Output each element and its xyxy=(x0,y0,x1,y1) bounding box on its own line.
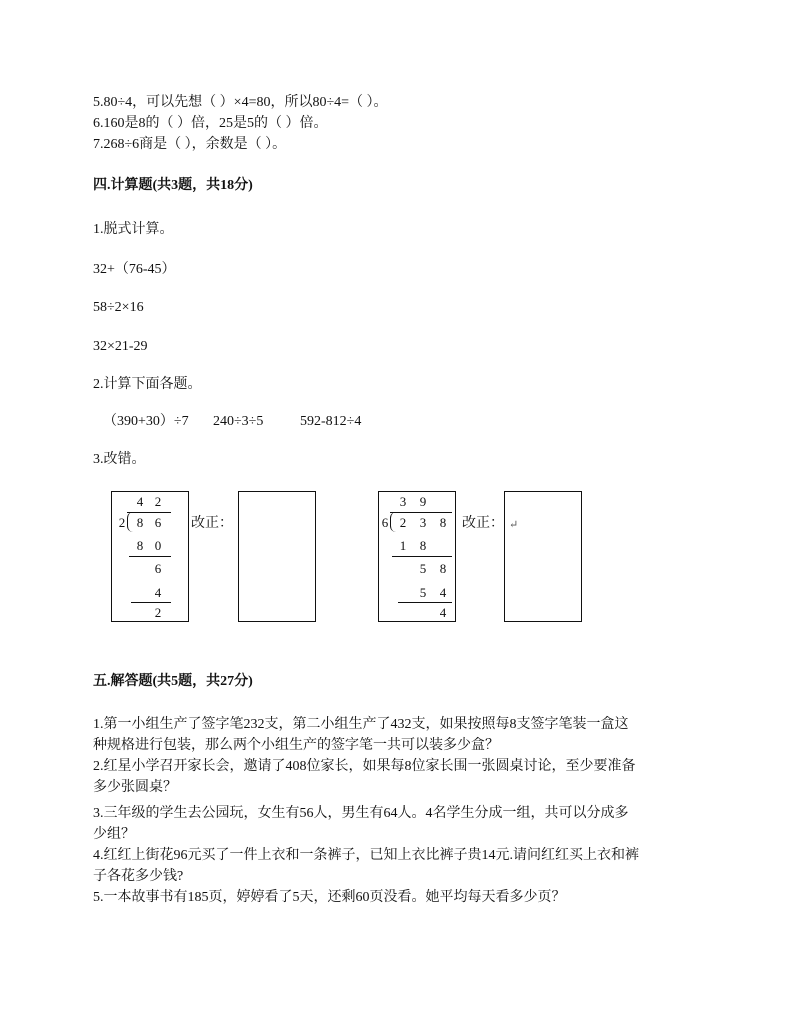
left-step-line xyxy=(131,602,171,603)
left-step-digit: 6 xyxy=(154,561,162,576)
section5-title: 五.解答题(共5题，共27分) xyxy=(93,674,253,689)
right-step-digit: 8 xyxy=(439,561,447,576)
right-step-digit: 5 xyxy=(419,585,427,600)
right-step-digit: 5 xyxy=(419,561,427,576)
left-divisor: 2 xyxy=(118,515,126,530)
right-step-digit: 4 xyxy=(439,585,447,600)
section5-line: 种规格进行包装，那么两个小组生产的签字笔一共可以装多少盒？ xyxy=(93,738,499,753)
left-step-digit: 8 xyxy=(136,538,144,553)
right-step-line xyxy=(392,556,452,557)
right-quotient-digit: 3 xyxy=(399,494,407,509)
left-dividend-digit: 8 xyxy=(136,515,144,530)
return-mark-icon: ↵ xyxy=(509,519,519,531)
section5-line: 2.红星小学召开家长会，邀请了408位家长，如果每8位家长围一张圆桌讨论，至少要准备 xyxy=(93,759,636,774)
q2-expr-2: 240÷3÷5 xyxy=(213,414,264,429)
q1-expr-2: 58÷2×16 xyxy=(93,300,144,315)
section4-title: 四.计算题(共3题，共18分) xyxy=(93,178,253,193)
right-step-line xyxy=(398,602,452,603)
section5-line: 5.一本故事书有185页，婷婷看了5天，还剩60页没看。她平均每天看多少页？ xyxy=(93,890,566,905)
section5-line: 3.三年级的学生去公园玩，女生有56人，男生有64人。4名学生分成一组，共可以分成多 xyxy=(93,806,629,821)
left-quotient-digit: 2 xyxy=(154,494,162,509)
q2-title: 2.计算下面各题。 xyxy=(93,377,202,392)
section5-line: 子各花多少钱? xyxy=(93,869,184,884)
section5-line: 1.第一小组生产了签字笔232支，第二小组生产了432支，如果按照每8支签字笔装一盒这 xyxy=(93,717,629,732)
left-step-digit: 4 xyxy=(154,585,162,600)
q1-title: 1.脱式计算。 xyxy=(93,222,174,237)
right-divisor: 6 xyxy=(381,515,389,530)
left-step-digit: 2 xyxy=(154,605,162,620)
right-quotient-digit: 9 xyxy=(419,494,427,509)
left-correction-box[interactable] xyxy=(238,491,316,622)
fill-item-5: 5.80÷4，可以先想（ ）×4=80，所以80÷4=（ ）。 xyxy=(93,95,388,110)
section5-line: 4.红红上街花96元买了一件上衣和一条裤子，已知上衣比裤子贵14元.请问红红买上衣和裤 xyxy=(93,848,639,863)
section5-line: 少组？ xyxy=(93,827,135,842)
q1-expr-1: 32+（76-45） xyxy=(93,262,176,277)
fill-item-7: 7.268÷6商是（ ），余数是（ ）。 xyxy=(93,137,287,152)
right-step-digit: 8 xyxy=(419,538,427,553)
q2-expr-1: （390+30）÷7 xyxy=(103,414,189,429)
left-quotient-digit: 4 xyxy=(136,494,144,509)
section5-line: 多少张圆桌？ xyxy=(93,780,177,795)
right-quotient-line xyxy=(390,512,452,513)
left-step-line xyxy=(129,556,171,557)
left-dividend-digit: 6 xyxy=(154,515,162,530)
right-dividend-digit: 3 xyxy=(419,515,427,530)
fill-item-6: 6.160是8的（ ）倍，25是5的（ ）倍。 xyxy=(93,116,328,131)
right-dividend-digit: 8 xyxy=(439,515,447,530)
left-step-digit: 0 xyxy=(154,538,162,553)
right-correction-label: 改正： xyxy=(462,516,504,531)
q3-title: 3.改错。 xyxy=(93,452,146,467)
q2-expr-3: 592-812÷4 xyxy=(300,414,362,429)
left-correction-label: 改正： xyxy=(191,516,233,531)
q1-expr-3: 32×21-29 xyxy=(93,339,148,354)
right-step-digit: 1 xyxy=(399,538,407,553)
right-correction-box[interactable] xyxy=(504,491,582,622)
right-dividend-digit: 2 xyxy=(399,515,407,530)
right-step-digit: 4 xyxy=(439,605,447,620)
